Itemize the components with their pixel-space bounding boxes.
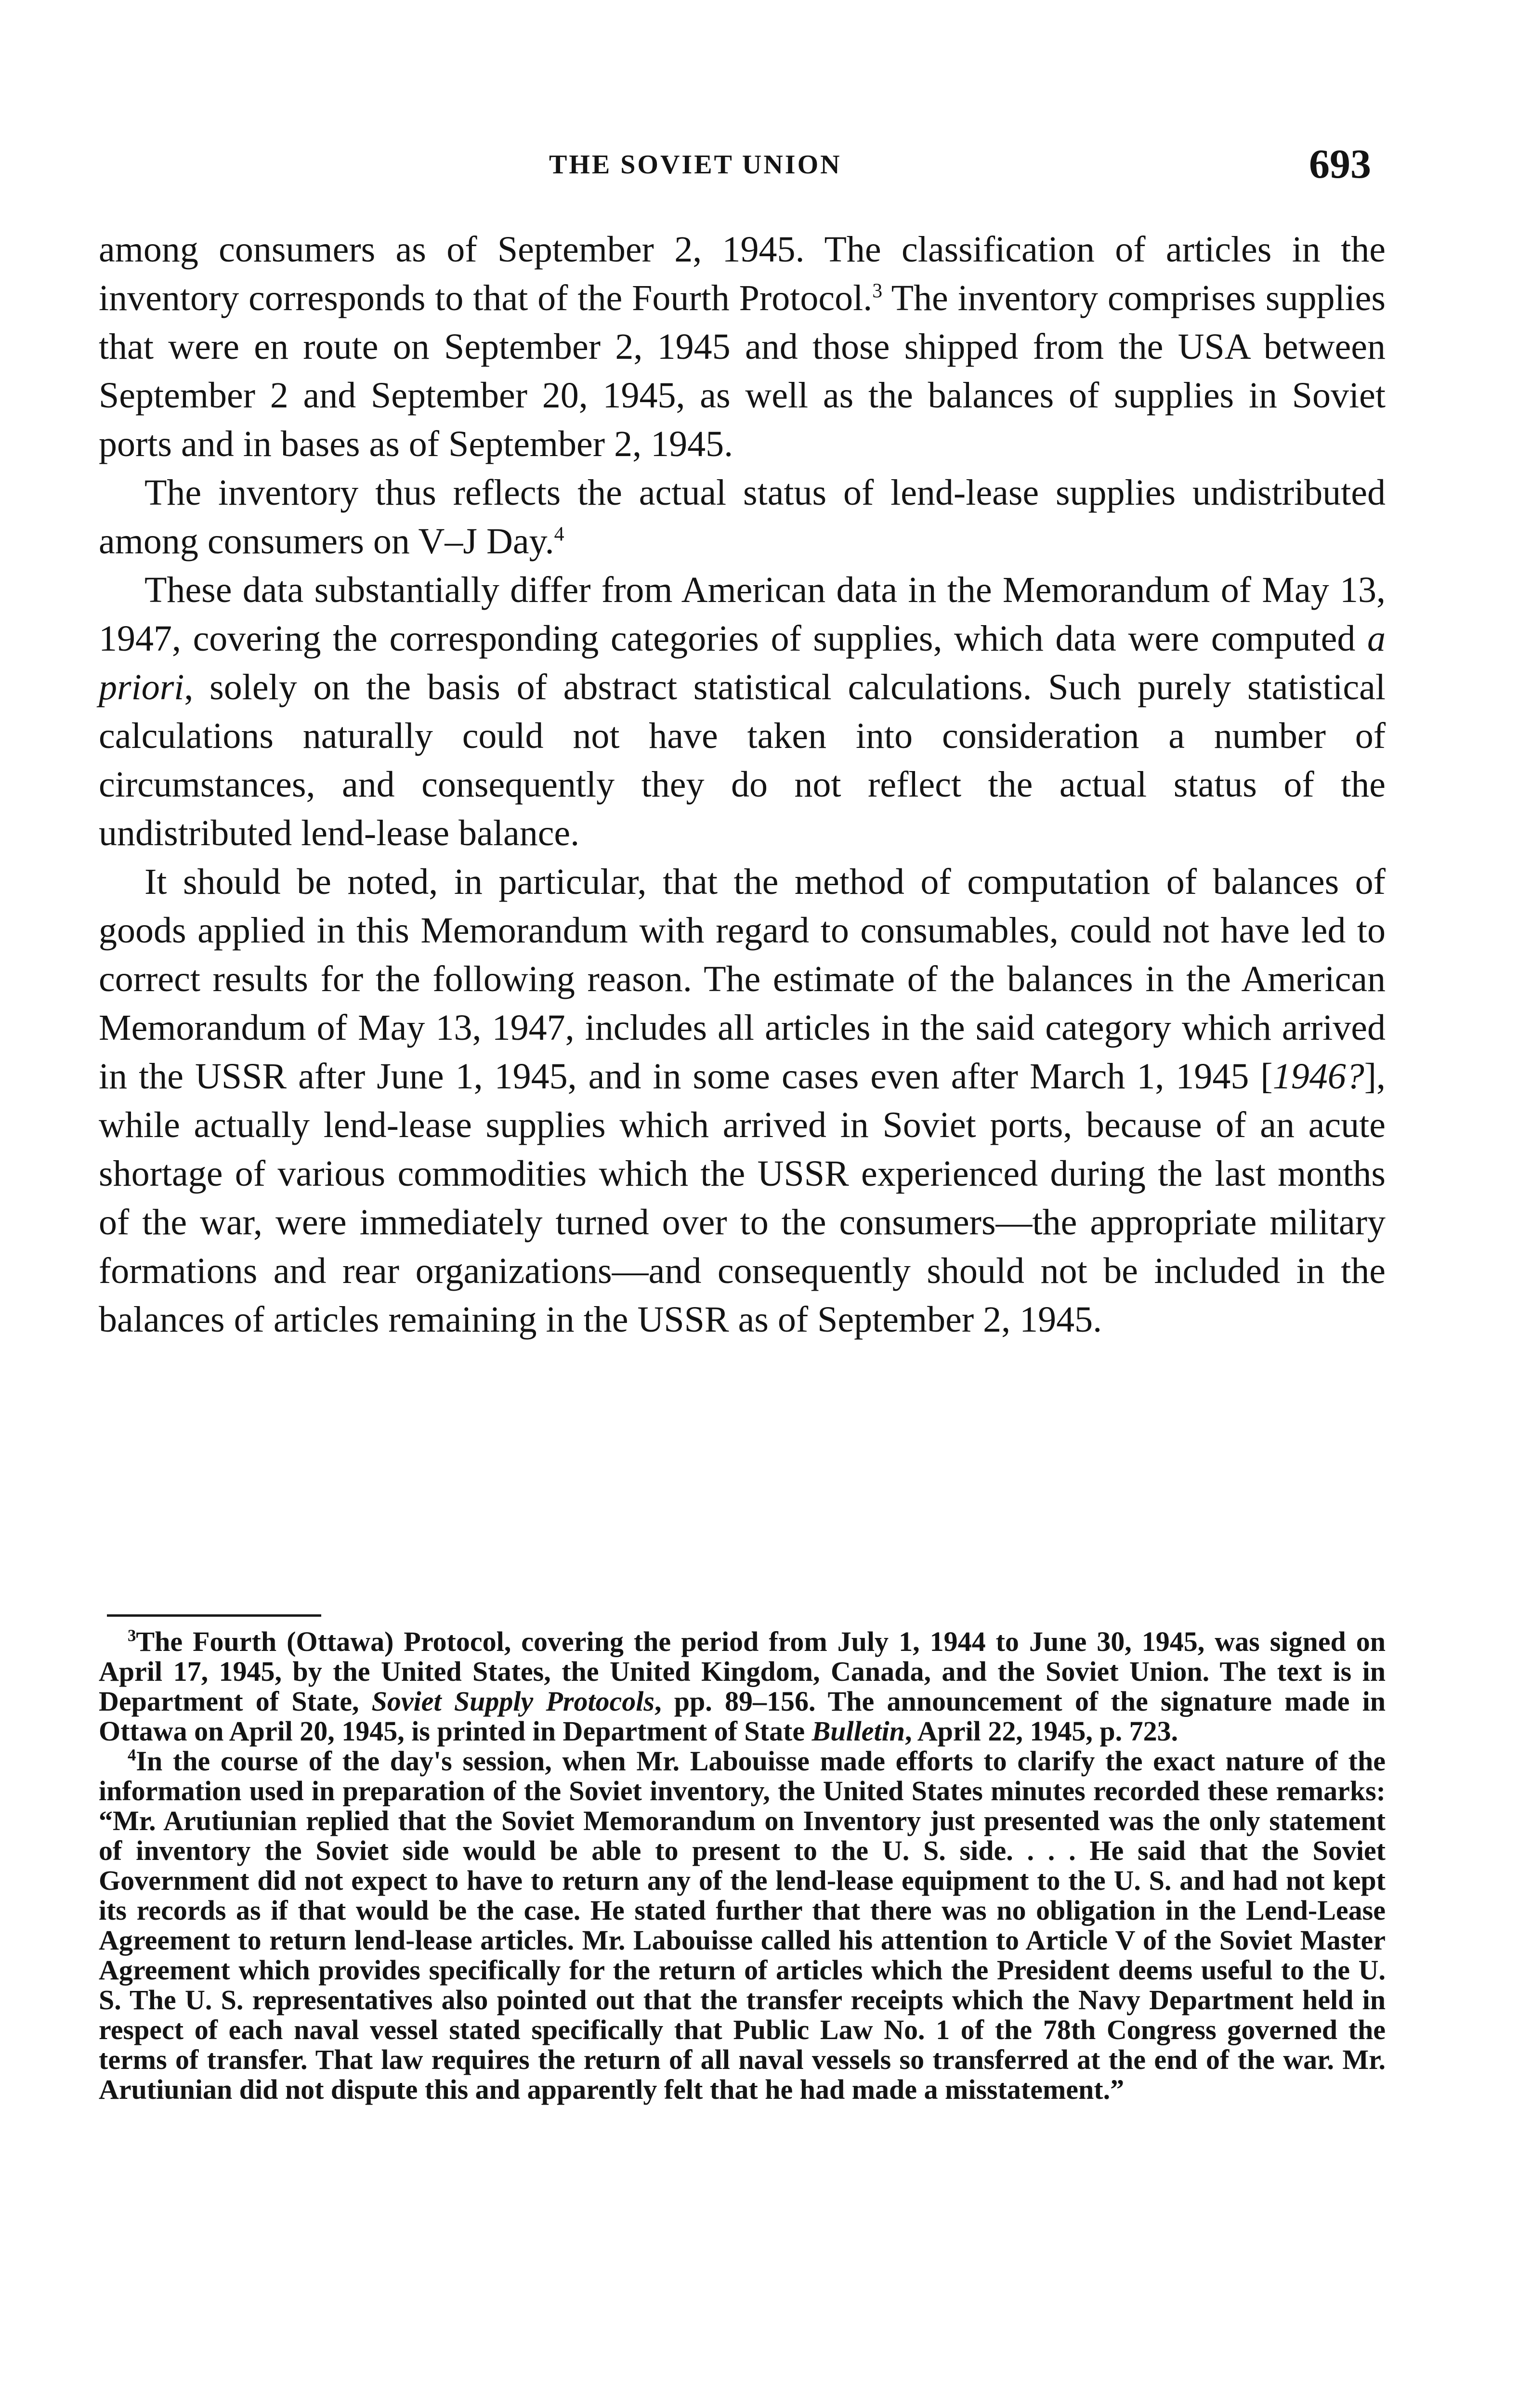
paragraph-3-italic: a priori <box>99 618 1386 707</box>
footnote-ref-3: 3 <box>872 280 883 302</box>
footnote-3-italic-a: Soviet Supply Protocols <box>371 1686 654 1717</box>
paragraph-3 <box>99 566 1386 858</box>
paragraph-4-text-b: ], while actually lend-lease supplies which arrived in Soviet ports, because of an acute shortage of various commodities which the USSR experienced during the last months of the war, were immediately turned over to the consumers—the appropriate military formations and rear organizations—and consequently should not be included in the balances of articles remaining in the USSR as of September 2, 1945. <box>99 1056 1386 1340</box>
paragraph-4-italic: 1946? <box>1272 1056 1364 1097</box>
footnote-divider <box>107 1614 321 1617</box>
footnote-4-text: In the course of the day's session, when Mr. Labouisse made efforts to clarify the exact nature of the information used in preparation of the Soviet inventory, the United States minutes recorded these remarks: “Mr. Arutiunian replied that the Soviet Memorandum on Inventory just presented was the only statement of inventory the Soviet side would be able to present to the U. S. side. . . . He said that the Soviet Government did not expect to have to return any of the lend-lease equipment to the U. S. and had not kept its records as if that would be the case. He stated further that there was no obligation in the Lend-Lease Agreement to return lend-lease articles. Mr. Labouisse called his attention to Article V of the Soviet Master Agreement which provides specifically for the return of articles which the President deems useful to the U. S. The U. S. representatives also pointed out that the transfer receipts which the Navy Department held in respect of each naval vessel stated specifically that Public Law No. 1 of the 78th Congress governed the terms of transfer. That law requires the return of all naval vessels so transferred at the end of the war. Mr. Arutiunian did not dispute this and apparently felt that he had made a misstatement.” <box>99 1745 1386 2105</box>
paragraph-1-text-b: The inventory comprises supplies that were en route on September 2, 1945 and those shipped from the USA between September 2 and September 20, 1945, as well as the balances of supplies in Soviet ports and in bases as of September 2, 1945. <box>99 278 1386 464</box>
running-head: THE SOVIET UNION <box>549 150 842 180</box>
paragraph-1 <box>99 225 1386 469</box>
paragraph-3-text-b: , solely on the basis of abstract statistical calculations. Such purely statistical calculations naturally could not have taken into consideration a number of circumstances, and consequently they do not reflect the actual status of the undistributed lend-lease balance. <box>99 667 1386 853</box>
page-number: 693 <box>1309 141 1371 187</box>
paragraph-4-text-a: It should be noted, in particular, that the method of computation of balances of goods applied in this Memorandum with regard to consumables, could not have led to correct results for the following reason. The estimate of the balances in the American Memorandum of May 13, 1947, includes all articles in the said category which arrived in the USSR after June 1, 1945, and in some cases even after March 1, 1945 [ <box>99 862 1386 1097</box>
main-text <box>99 225 1386 1344</box>
footnote-3 <box>99 1627 1386 1746</box>
paragraph-1-text-a: among consumers as of September 2, 1945. The classification of articles in the inventory corresponds to that of the Fourth Protocol. <box>99 229 1386 318</box>
paragraph-2 <box>99 469 1386 566</box>
footnote-3-mark: 3 <box>128 1626 136 1645</box>
footnote-3-text-b: , pp. 89–156. The announcement of the signature made in Ottawa on April 20, 1945, is printed in Department of State <box>99 1686 1386 1747</box>
footnote-4 <box>99 1746 1386 2105</box>
footnote-3-text-a: The Fourth (Ottawa) Protocol, covering the period from July 1, 1944 to June 30, 1945, was signed on April 17, 1945, by the United States, the United Kingdom, Canada, and the Soviet Union. The text is in Department of State, <box>99 1626 1386 1717</box>
footnote-3-italic-b: Bulletin <box>811 1715 905 1747</box>
footnotes <box>99 1627 1386 2105</box>
footnote-3-text-c: , April 22, 1945, p. 723. <box>904 1715 1178 1747</box>
footnote-ref-4: 4 <box>554 523 564 546</box>
footnote-4-mark: 4 <box>128 1745 136 1765</box>
paragraph-4 <box>99 858 1386 1344</box>
paragraph-3-text-a: These data substantially differ from American data in the Memorandum of May 13, 1947, covering the corresponding categories of supplies, which data were computed <box>99 570 1386 659</box>
paragraph-2-text: The inventory thus reflects the actual status of lend-lease supplies undistributed among consumers on V–J Day. <box>99 472 1386 562</box>
